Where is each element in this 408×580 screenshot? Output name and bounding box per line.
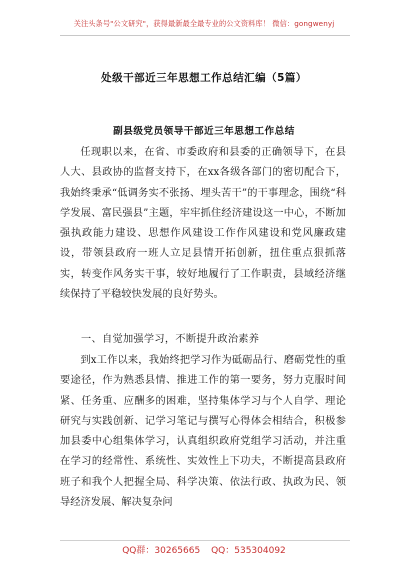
footer-qq-group: QQ群：30265665 [122, 546, 201, 556]
body-paragraph [60, 351, 346, 513]
paragraph-2-text: 到x工作以来，我始终把学习作为砥砺品行、磨砺党性的重要途径，作为熟悉县情、推进工作的第一要务，努力克服时间紧、任务重、应酬多的困难，坚持集体学习与个人自学、理论研究与实践创新、记学习笔记与撰写心得体会相结合，积极参加县委中心组集体学习，认真组织政府党组学习活动，并注重在学习的经常性、系统性、实效性上下功夫，不断提高县政府班子和我个人把握全局、科学决策、依法行政、执政为民、领导经济发展、解决复杂问 [60, 355, 346, 509]
footer-qq: QQ：535304092 [211, 546, 286, 556]
document-title: 处级干部近三年思想工作总结汇编（5篇） [101, 72, 307, 84]
header-divider [60, 35, 350, 36]
article-title: 副县级党员领导干部近三年思想工作总结 [113, 126, 295, 137]
body-paragraph [60, 143, 346, 305]
header-banner: 关注头条号"公文研究"，获得最新最全最专业的公文资料库！ 微信：gongwenyj [73, 19, 335, 28]
section-heading: 一、自觉加强学习，不断提升政治素养 [81, 334, 260, 345]
paragraph-1-text: 任现职以来，在省、市委政府和县委的正确领导下，在县人大、县政协的监督支持下，在xx各级各部门的密切配合下，我始终秉承“低调务实不张扬、埋头苦干”的干事理念，围绕“科学发展、富民强县”主题，牢牢抓住经济建设这一中心，不断加强执政能力建设、思想作风建设工作作风建设和党风廉政建设，带领县政府一班人立足县情开拓创新，扭住重点狠抓落实，转变作风务实干事，较好地履行了工作职责，县域经济继续保持了平稳较快发展的良好势头。 [60, 147, 346, 301]
footer-divider [60, 540, 350, 541]
footer-contact [0, 543, 408, 556]
